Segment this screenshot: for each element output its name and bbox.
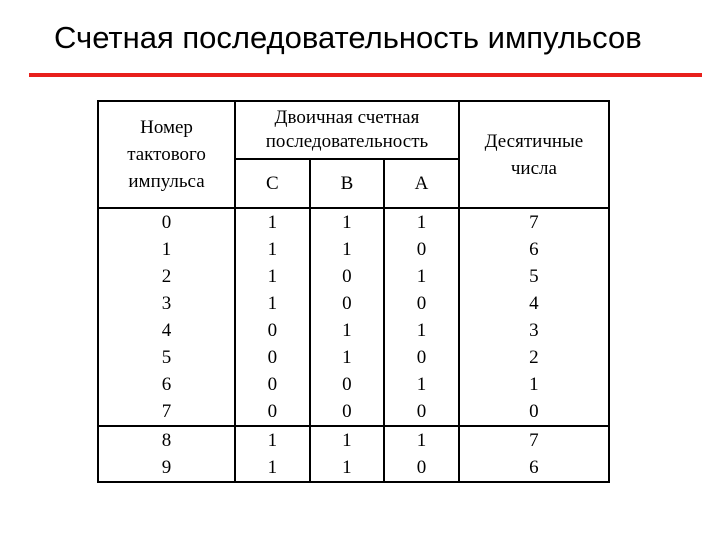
table-cell: 1 <box>342 347 352 368</box>
table-cell: 0 <box>342 374 352 395</box>
header-bit-c: C <box>235 159 310 208</box>
table-cell: 0 <box>416 347 427 368</box>
table-cell: 7 <box>529 212 539 233</box>
table-cell: 6 <box>529 239 539 260</box>
table-cell: 2 <box>161 266 172 287</box>
column-bit-b <box>310 426 385 482</box>
table-cell: 3 <box>161 293 172 314</box>
table-cell: 6 <box>529 457 539 478</box>
table-cell: 1 <box>342 212 352 233</box>
table-cell: 1 <box>342 320 352 341</box>
column-bit-c <box>235 426 310 482</box>
title-underline <box>29 73 702 77</box>
table-cell: 2 <box>529 347 539 368</box>
table-cell: 0 <box>416 239 427 260</box>
table-cell: 1 <box>416 430 427 451</box>
table-cell: 0 <box>416 457 427 478</box>
table-cell: 1 <box>161 239 172 260</box>
header-bit-b: B <box>310 159 385 208</box>
table-cell: 1 <box>342 239 352 260</box>
main-rows-block <box>98 208 609 426</box>
table-cell: 4 <box>161 320 172 341</box>
table-cell: 1 <box>416 320 427 341</box>
page-title: Счетная последовательность импульсов <box>54 20 642 55</box>
table-cell: 7 <box>529 430 539 451</box>
table-cell: 1 <box>342 430 352 451</box>
table-cell: 0 <box>267 320 278 341</box>
table-cell: 1 <box>416 212 427 233</box>
header-bit-a: A <box>384 159 459 208</box>
header-decimal: Десятичные числа <box>459 101 609 208</box>
table-cell: 4 <box>529 293 539 314</box>
table-cell: 6 <box>161 374 172 395</box>
table-cell: 1 <box>267 266 278 287</box>
column-decimal <box>459 426 609 482</box>
table-cell: 0 <box>342 266 352 287</box>
tail-rows-block <box>98 426 609 482</box>
table-cell: 1 <box>267 239 278 260</box>
table-cell: 0 <box>529 401 539 422</box>
table-cell: 0 <box>161 212 172 233</box>
column-bit-c <box>235 208 310 426</box>
table-cell: 1 <box>267 293 278 314</box>
table-cell: 1 <box>529 374 539 395</box>
table-cell: 9 <box>161 457 172 478</box>
header-pulse-number: Номер тактового импульса <box>98 101 235 208</box>
table-cell: 0 <box>342 293 352 314</box>
header-binary-sequence: Двоичная счетная последовательность <box>235 101 459 159</box>
pulse-sequence-table <box>97 100 610 483</box>
column-pulse-number <box>98 208 235 426</box>
table-cell: 5 <box>161 347 172 368</box>
table-cell: 0 <box>416 293 427 314</box>
column-decimal <box>459 208 609 426</box>
column-pulse-number <box>98 426 235 482</box>
table-cell: 1 <box>416 374 427 395</box>
table-cell: 7 <box>161 401 172 422</box>
table-cell: 0 <box>267 374 278 395</box>
table-cell: 0 <box>416 401 427 422</box>
column-bit-a <box>384 208 459 426</box>
table-cell: 5 <box>529 266 539 287</box>
table-cell: 0 <box>267 401 278 422</box>
table-cell: 1 <box>267 457 278 478</box>
table-cell: 1 <box>342 457 352 478</box>
table-cell: 8 <box>161 430 172 451</box>
column-bit-a <box>384 426 459 482</box>
table-cell: 3 <box>529 320 539 341</box>
table-cell: 1 <box>267 430 278 451</box>
table-cell: 1 <box>267 212 278 233</box>
table-cell: 1 <box>416 266 427 287</box>
table-cell: 0 <box>267 347 278 368</box>
table-cell: 0 <box>342 401 352 422</box>
column-bit-b <box>310 208 385 426</box>
